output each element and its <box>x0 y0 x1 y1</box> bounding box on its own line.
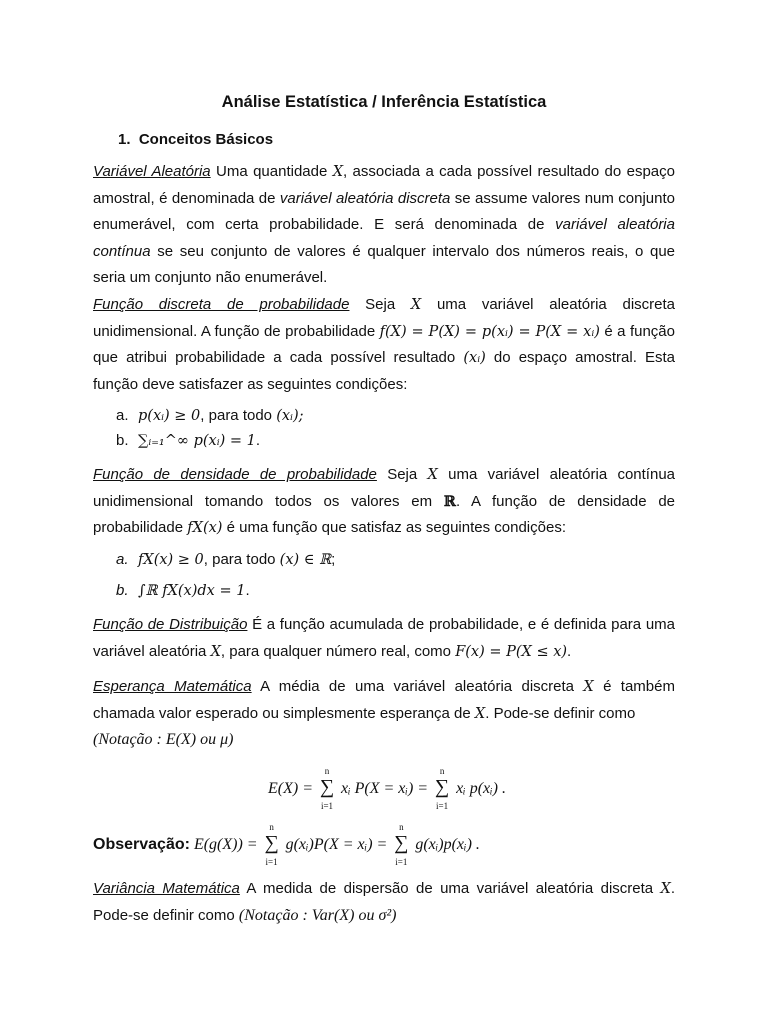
sum-lower: i=1 <box>436 801 449 811</box>
sigma-sum: ∑ n i=1 <box>317 776 337 799</box>
text: . <box>245 582 250 599</box>
math-notation: (Notação : E(X) ou μ) <box>93 731 234 748</box>
section-heading: 1. Conceitos Básicos <box>118 131 274 148</box>
eq-part: xᵢ P(X = xᵢ) = <box>337 780 433 797</box>
math: fX(x) ≥ 0 <box>138 552 204 568</box>
list-label: b. <box>116 582 129 599</box>
text: Seja <box>376 466 428 483</box>
term-esperanca: Esperança Matemática <box>93 678 252 695</box>
term-continua: variável aleatória contínua <box>93 216 675 260</box>
text: Seja <box>349 296 411 313</box>
text: é uma função que satisfaz as seguintes condições: <box>222 519 566 536</box>
text: , para todo <box>203 551 280 568</box>
math-formula: f(X) = P(X) = p(xᵢ) = P(X = xᵢ) <box>379 323 600 340</box>
eq-part: xᵢ p(xᵢ) . <box>452 780 506 797</box>
text: se seu conjunto de valores é qualquer intervalo dos números reais, o que seria um conjunto não enumerável. <box>93 242 675 286</box>
math-formula: F(x) = P(X ≤ x) <box>455 643 568 660</box>
paragraph-funcao-densidade <box>93 462 675 542</box>
math-x: X <box>410 297 422 313</box>
text: ; <box>331 551 336 568</box>
term-variavel-aleatoria: Variável Aleatória <box>93 163 211 180</box>
text: . <box>567 642 572 660</box>
sigma-sum: ∑ n i=1 <box>432 776 452 799</box>
term-funcao-discreta: Função discreta de probabilidade <box>93 296 350 313</box>
eq-part: g(xᵢ)P(X = xᵢ) = <box>281 836 392 853</box>
paragraph-variancia <box>93 876 675 929</box>
paragraph-funcao-discreta <box>93 292 675 398</box>
math: p(xᵢ) ≥ 0 <box>138 408 201 424</box>
math-xi: (xᵢ) <box>463 350 486 366</box>
list-label: a. <box>116 407 129 424</box>
paragraph-funcao-distribuicao <box>93 612 675 665</box>
equation-expectation <box>268 766 506 811</box>
math-x: X <box>210 643 221 660</box>
sigma-sum: ∑ n i=1 <box>262 832 282 855</box>
list-item <box>116 580 250 602</box>
text: é também chamada valor esperado ou simplesmente esperança de <box>93 678 675 722</box>
text: . A função de densidade de probabilidade <box>93 492 676 536</box>
sum-upper: n <box>269 822 274 832</box>
term-variancia: Variância Matemática <box>93 880 240 897</box>
sum-upper: n <box>324 766 330 776</box>
text: do espaço amostral. Esta função deve satisfazer as seguintes condições: <box>93 349 675 393</box>
sum-upper: n <box>399 822 404 832</box>
text: Uma quantidade <box>210 163 333 180</box>
math-x: X <box>660 881 671 897</box>
math-x: X <box>427 467 438 483</box>
math-x: X <box>583 679 594 695</box>
eq-part: E(X) = <box>268 780 317 797</box>
list-label: b. <box>116 432 129 449</box>
math: ∑ᵢ₌₁^∞ p(xᵢ) = 1 <box>138 433 256 449</box>
paragraph-esperanca <box>93 674 675 754</box>
text: A média de uma variável aleatória discreta <box>251 678 584 695</box>
text: uma variável aleatória contínua unidimensional tomando todos os valores em <box>93 466 676 510</box>
sum-upper: n <box>439 766 445 776</box>
text: , associada a cada possível resultado do espaço amostral, é denominada de <box>93 163 675 207</box>
text: uma variável aleatória discreta unidimensional. A função de probabilidade <box>93 296 675 340</box>
observation <box>93 822 480 867</box>
list-item <box>116 430 260 452</box>
text: se assume valores num conjunto enumerável, com certa probabilidade. E será denominada de <box>93 189 675 233</box>
math-x: X <box>332 164 344 180</box>
sum-lower: i=1 <box>395 857 408 867</box>
sum-lower: i=1 <box>265 857 278 867</box>
math: (x) ∈ ℝ <box>279 552 332 568</box>
eq-part: g(xᵢ)p(xᵢ) . <box>411 836 480 853</box>
math: (xᵢ); <box>276 408 304 424</box>
text: , para qualquer número real, como <box>220 642 456 660</box>
text: . <box>255 432 261 449</box>
term-funcao-densidade: Função de densidade de probabilidade <box>93 466 377 483</box>
sum-lower: i=1 <box>320 801 334 811</box>
math-fx: fX(x) <box>187 520 223 536</box>
term-funcao-distribuicao: Função de Distribuição <box>93 616 248 633</box>
math-reals: ℝ <box>443 492 456 510</box>
observation-label: Observação: <box>93 836 190 853</box>
text: , para todo <box>200 407 277 424</box>
sigma-sum: ∑ n i=1 <box>391 832 411 855</box>
list-label: a. <box>116 551 129 568</box>
text: A medida de dispersão de uma variável aleatória discreta <box>239 880 661 897</box>
page-title: Análise Estatística / Inferência Estatística <box>221 93 547 111</box>
text: é a função que atribui probabilidade a cada possível resultado <box>93 322 675 366</box>
text: . Pode-se definir como <box>485 704 636 722</box>
math-notation: (Notação : Var(X) ou σ²) <box>238 906 397 924</box>
list-item <box>116 405 303 427</box>
text: É a função acumulada de probabilidade, e é definida para uma variável aleatória <box>93 616 675 660</box>
text: . Pode-se definir como <box>93 880 676 924</box>
paragraph-variavel-aleatoria <box>93 159 675 292</box>
math-x: X <box>474 705 486 722</box>
eq-part: E(g(X)) = <box>189 836 262 853</box>
math: ∫ℝ fX(x)dx = 1 <box>138 583 246 599</box>
list-item <box>116 549 335 571</box>
term-discreta: variável aleatória discreta <box>279 189 451 207</box>
